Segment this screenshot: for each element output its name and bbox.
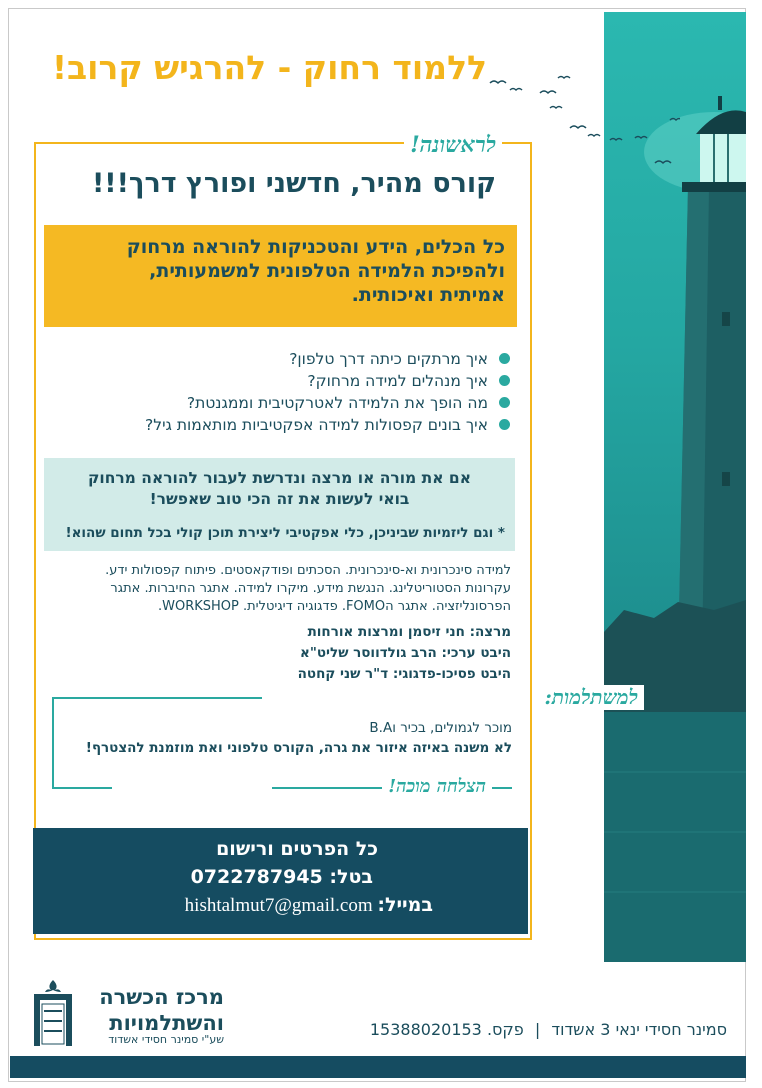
bullet-dot-icon [499,397,510,408]
question-text: איך מרתקים כיתה דרך טלפון? [289,350,488,368]
topics-line-3: הפרסונליזציה. אתגר הFOMO. פדגוגיה דיגיטלית. WORKSHOP. [157,599,511,614]
lecturer-line: מרצה: חני זיסמן ומרצות אורחות [307,624,511,640]
divider [52,787,112,789]
org-logo [28,978,78,1048]
question-text: איך מנהלים למידה מרחוק? [307,372,488,390]
email-row [185,894,433,917]
list-item [60,414,512,436]
org-name-line-1: מרכז הכשרה [99,985,224,1009]
intro-line-2: ולהפיכת הלמידה הטלפונית למשמעותית, [149,260,505,282]
address-line [315,1020,727,1039]
headline: ללמוד רחוק - להרגיש קרוב! [51,48,487,87]
list-item [60,392,512,414]
lecturer-line: היבט ערכי: הרב גולדווסר שליט"א [300,645,511,661]
audience-line-2: לא משנה באיזה איזור את גרה, הקורס טלפוני ואת מוזמנת להצטרף! [85,740,512,756]
fax: פקס. 15388020153 [369,1020,524,1039]
divider [52,697,54,789]
topics-text [56,562,511,616]
audience-text [60,718,512,758]
address: סמינר חסידי ינאי 3 אשדוד [551,1020,727,1039]
org-name [84,984,224,1036]
topics-line-2: עקרונות הסטוריטלינג. הנגשת מידע. מיקרו למידה. אתגר החיברות. אתגר [110,581,511,596]
intro-line-3: אמיתית ואיכותית. [351,284,505,306]
org-subtitle: שע"י סמינר חסידי אשדוד [108,1033,224,1046]
success-label: הצלחה מוכה! [382,776,492,797]
intro-box [44,225,517,327]
intro-line-1: כל הכלים, הידע והטכניקות להוראה מרחוק [126,236,505,258]
cta-line-1: אם את מורה או מרצה ונדרשת לעבור להוראה מרחוק [87,469,472,487]
separator: | [534,1020,541,1039]
bullet-dot-icon [499,419,510,430]
list-item [60,370,512,392]
org-name-line-2: והשתלמויות [109,1011,224,1035]
questions-list [60,348,512,436]
lecturers [240,622,511,685]
call-to-action-box [44,458,515,551]
phone-number[interactable]: 0722787945 [190,866,323,888]
divider [52,697,262,699]
lecturer-line: היבט פסיכו-פדגוגי: ד"ר שני קחטה [297,666,511,682]
email-label: במייל: [377,894,433,916]
for-whom-label: למשתלמות: [539,685,644,710]
topics-line-1: למידה סינכרונית וא-סינכרונית. הסכתים ופודקאסטים. פיתוח קפסולות ידע. [105,563,511,578]
course-title: קורס מהיר, חדשני ופורץ דרך!!! [91,168,496,199]
entrepreneurs-note: * וגם ליזמיות שביניכן, כלי אפקטיבי ליצירת תוכן קולי בכל תחום שהוא! [65,525,505,541]
question-text: איך בונים קפסולות למידה אפקטיביות מותאמות גיל? [145,416,488,434]
bullet-dot-icon [499,353,510,364]
first-time-label: לראשונה! [404,132,502,158]
cta-line-2: בואי לעשות את זה הכי טוב שאפשר! [149,490,410,508]
bullet-dot-icon [499,375,510,386]
question-text: מה הופך את הלמידה לאטרקטיבית וממגנטת? [186,394,488,412]
footer-bar [10,1056,746,1078]
contact-box [33,828,528,934]
contact-title: כל הפרטים ורישום [216,838,378,860]
list-item [60,348,512,370]
phone-label: בטל: [329,866,373,888]
audience-line-1: מוכר לגמולים, בכיר וB.A [369,720,512,736]
email-address[interactable]: hishtalmut7@gmail.com [184,895,373,916]
phone-row [191,866,373,888]
